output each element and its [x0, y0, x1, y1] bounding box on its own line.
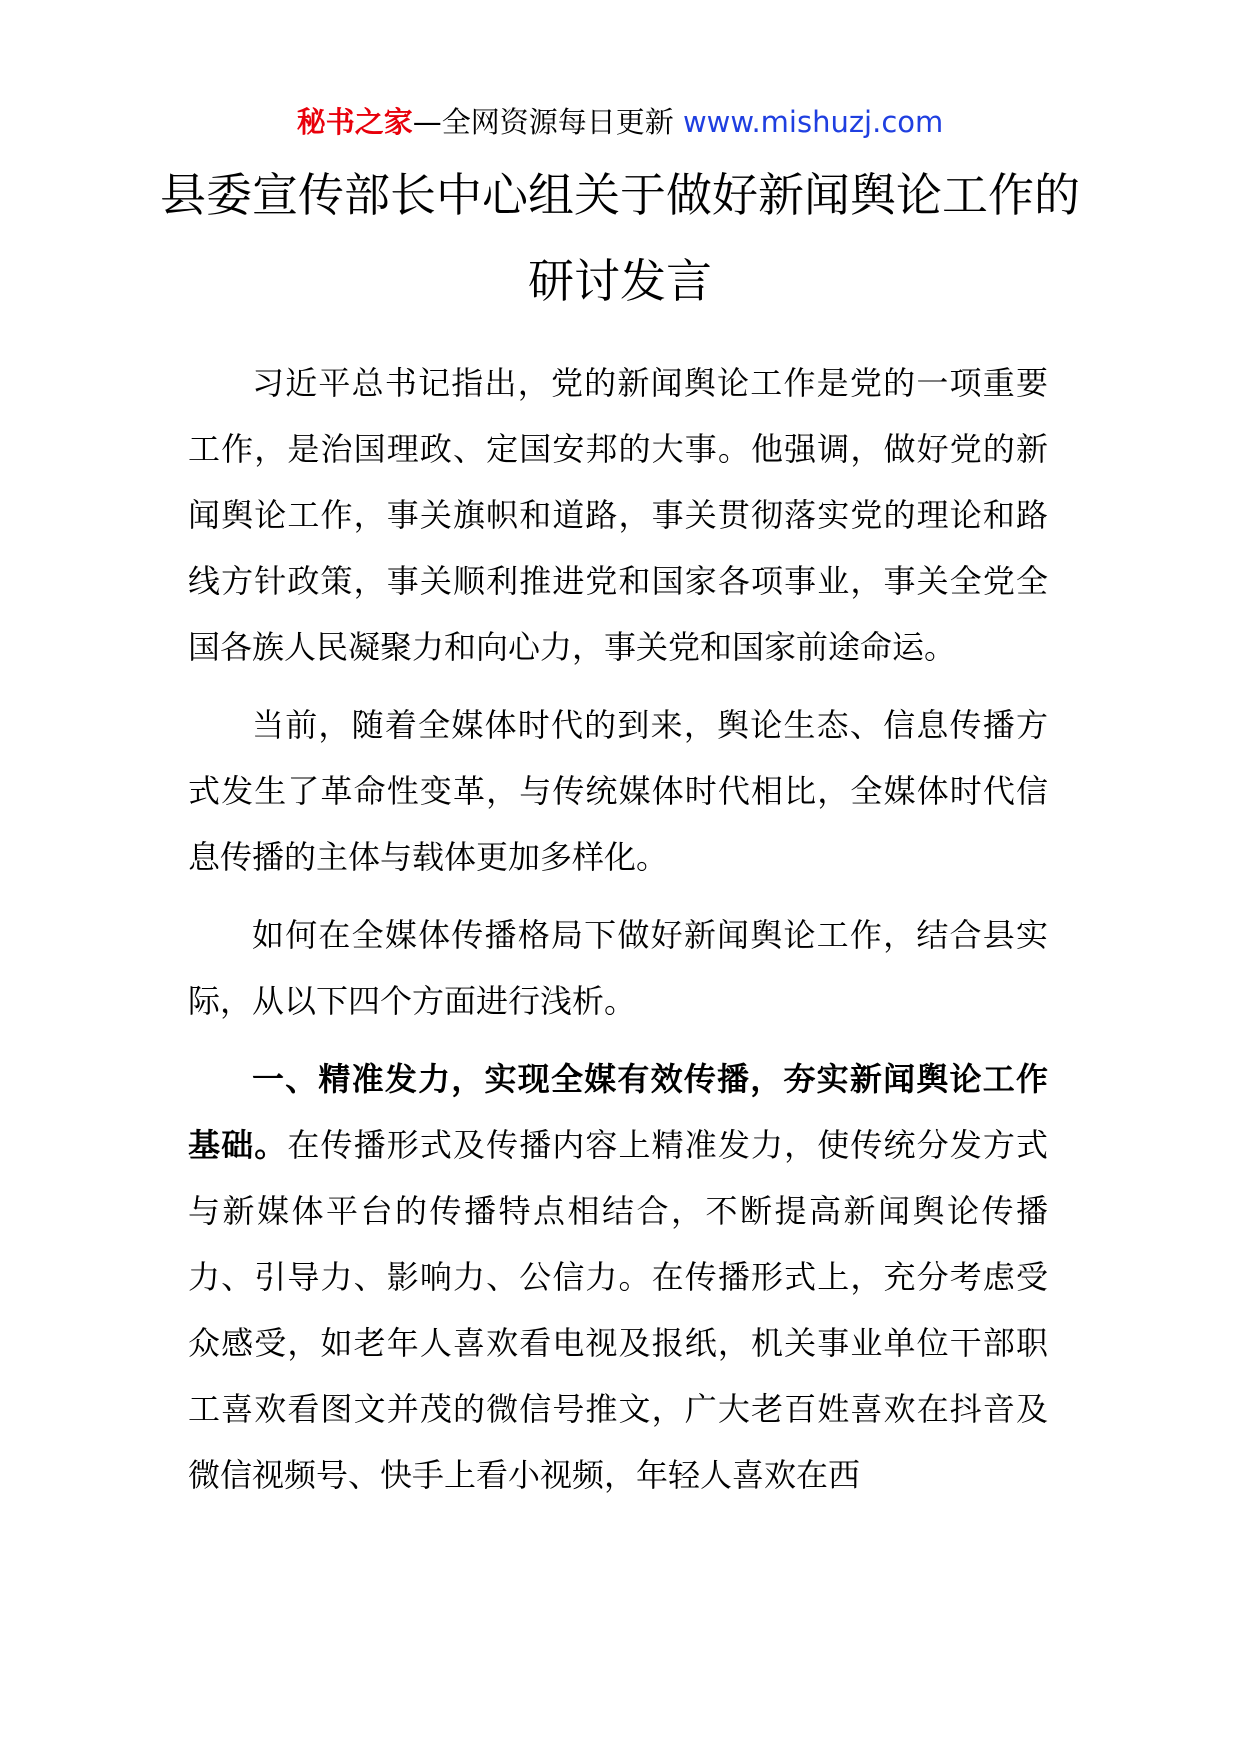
- paragraph: [188, 902, 1048, 1034]
- document-body: [188, 350, 1048, 1520]
- paragraph-text: 如何在全媒体传播格局下做好新闻舆论工作，结合县实际，从以下四个方面进行浅析。: [188, 916, 1048, 1020]
- paragraph: [188, 350, 1048, 680]
- paragraph-text: 在传播形式及传播内容上精准发力，使传统分发方式与新媒体平台的传播特点相结合，不断提高新闻舆论传播力、引导力、影响力、公信力。在传播形式上，充分考虑受众感受，如老年人喜欢看电视及报纸，机关事业单位干部职工喜欢看图文并茂的微信号推文，广大老百姓喜欢在抖音及微信视频号、快手上看小视频，年轻人喜欢在西: [188, 1126, 1048, 1494]
- section-heading: 一、精准发力，实现全媒有效传播，夯实新闻舆论工作基础。: [188, 1060, 1048, 1164]
- site-header: [0, 100, 1240, 144]
- document-title: 县委宣传部长中心组关于做好新闻舆论工作的研讨发言: [160, 168, 1080, 308]
- paragraph-text: 习近平总书记指出，党的新闻舆论工作是党的一项重要工作，是治国理政、定国安邦的大事。他强调，做好党的新闻舆论工作，事关旗帜和道路，事关贯彻落实党的理论和路线方针政策，事关顺利推进党和国家各项事业，事关全党全国各族人民凝聚力和向心力，事关党和国家前途命运。: [188, 364, 1048, 666]
- site-url-link[interactable]: www.mishuzj.com: [682, 105, 944, 139]
- paragraph: [188, 1046, 1048, 1508]
- brand-name: 秘书之家: [296, 105, 413, 139]
- paragraph-text: 当前，随着全媒体时代的到来，舆论生态、信息传播方式发生了革命性变革，与传统媒体时代相比，全媒体时代信息传播的主体与载体更加多样化。: [188, 706, 1048, 876]
- header-tagline: —全网资源每日更新: [412, 105, 674, 139]
- paragraph: [188, 692, 1048, 890]
